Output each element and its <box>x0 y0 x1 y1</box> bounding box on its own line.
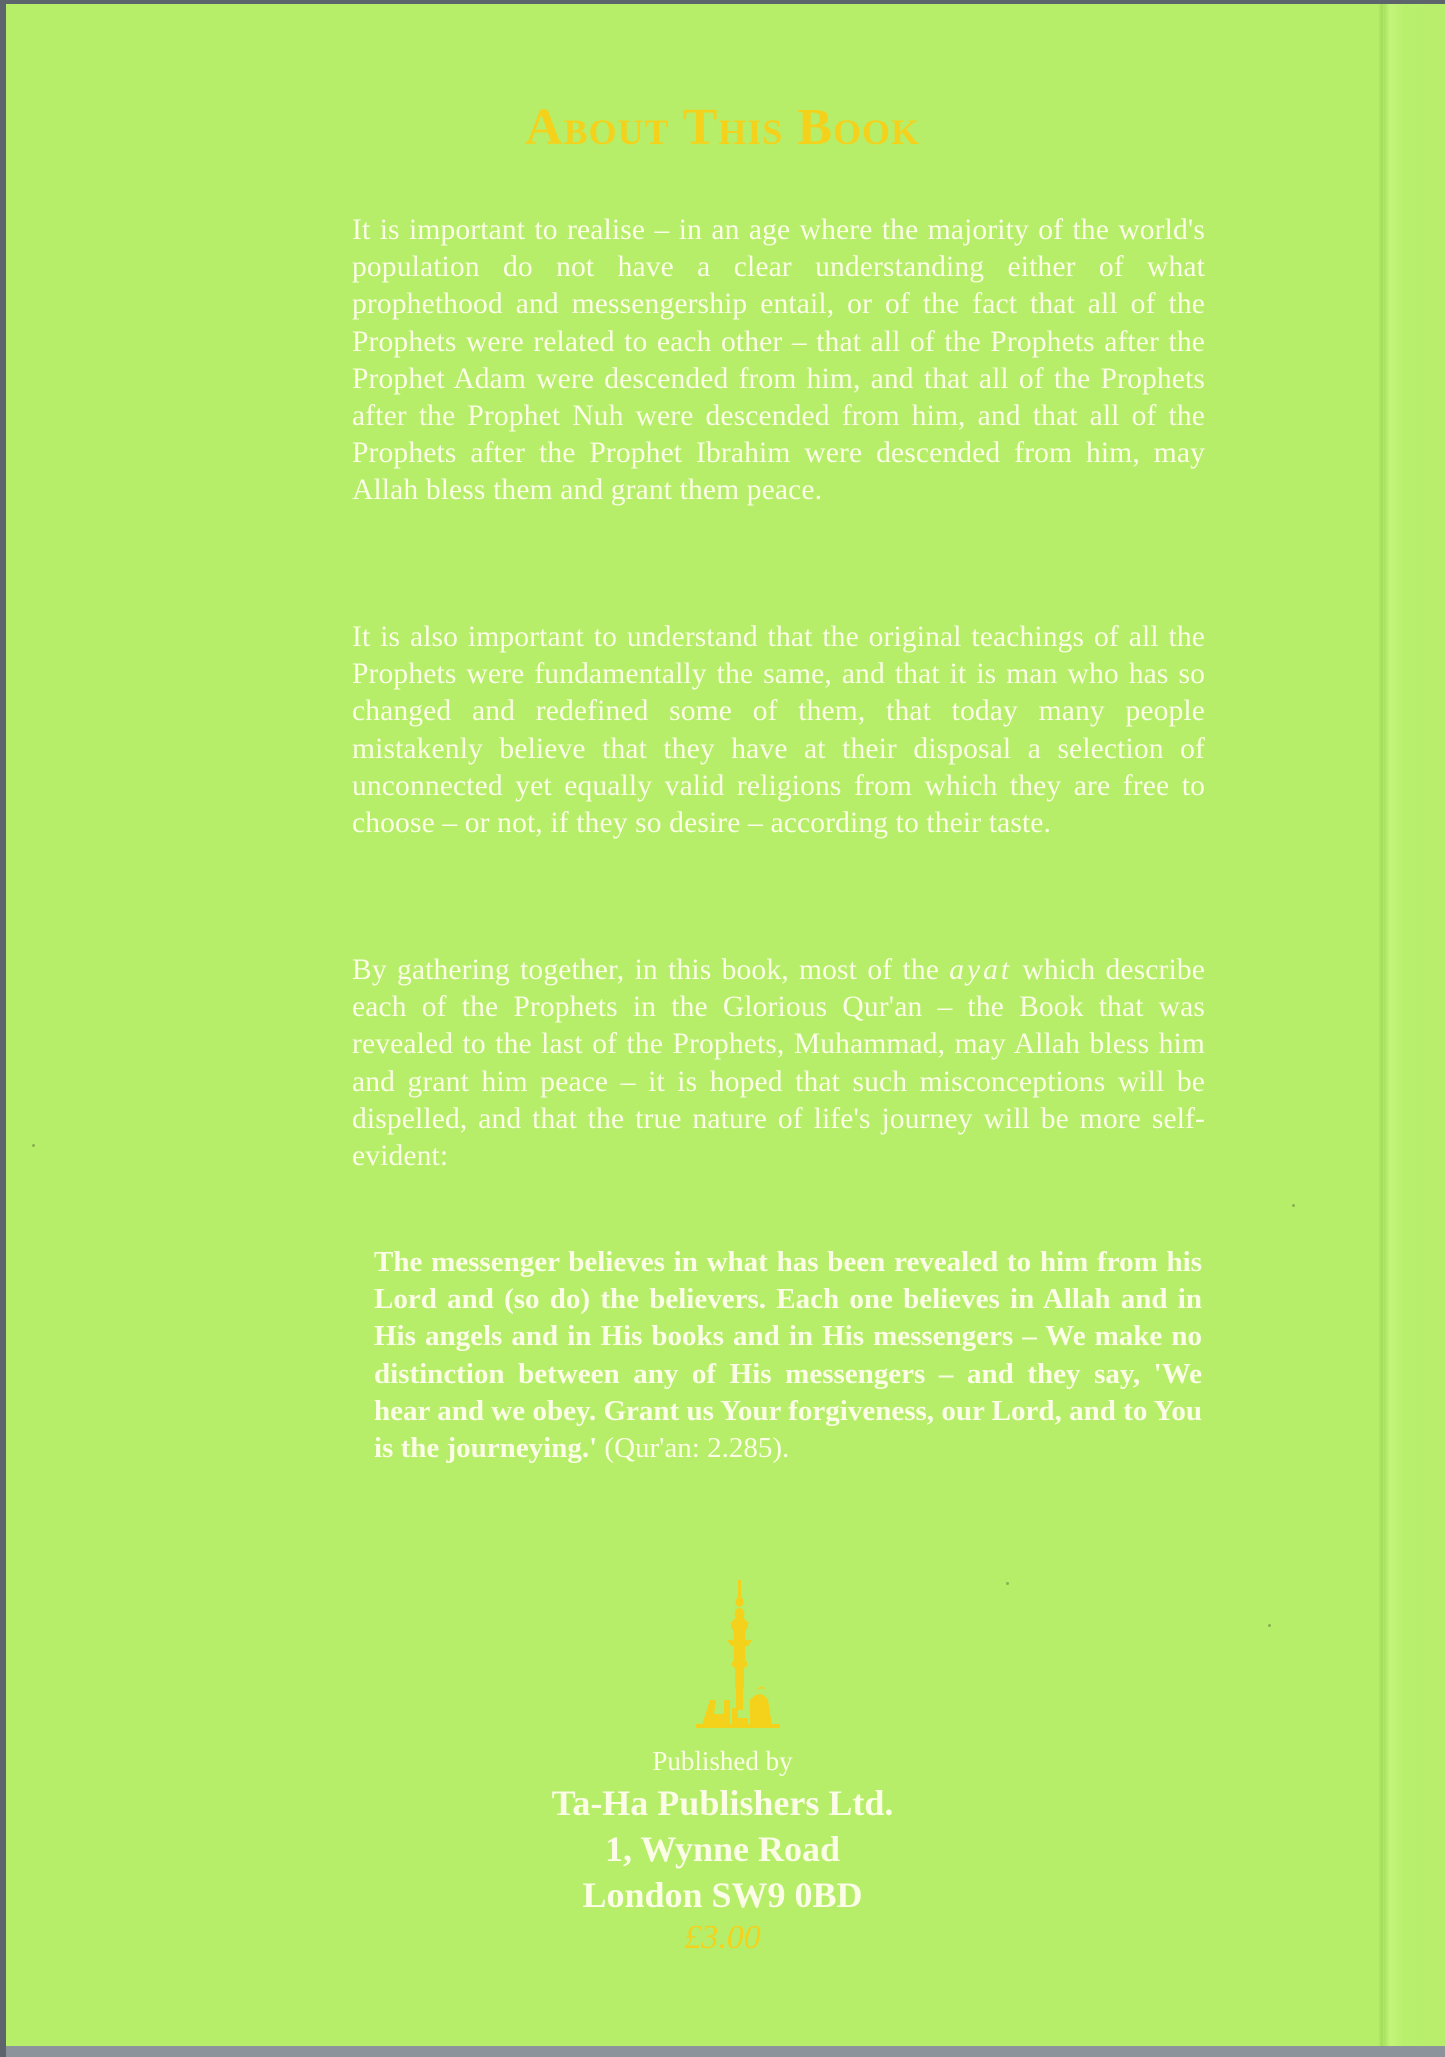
print-speck <box>1292 1204 1295 1207</box>
book-price: £3.00 <box>684 1919 761 1956</box>
print-speck <box>1268 1624 1271 1627</box>
cover-bottom-edge <box>6 2046 1445 2057</box>
quran-quotation <box>374 1244 1202 1467</box>
paragraph-3-start: By gathering together, in this book, most of the <box>352 954 950 986</box>
print-speck <box>32 1144 35 1147</box>
print-speck <box>1006 1582 1009 1585</box>
intro-paragraph-1: It is important to realise – in an age where the majority of the world's population do not have a clear understanding either of what prophethood and messengership entail, or of the fact that all of the Prophets were related to each other – that all of the Prophets after the Prophet Adam were descended from him, and that all of the Prophets after the Prophet Nuh were descended from him, and that all of the Prophets after the Prophet Ibrahim were descended from him, may Allah bless them and grant them peace. <box>352 214 1205 507</box>
book-spine <box>1384 4 1445 2048</box>
page-title: About This Book <box>524 99 921 156</box>
publisher-address-line-1: 1, Wynne Road <box>604 1829 841 1869</box>
publisher-address-line-2: London SW9 0BD <box>582 1875 863 1915</box>
intro-paragraph-2: It is also important to understand that the original teachings of all the Prophets were fundamentally the same, and that it is man who has so changed and redefined some of them, that today many people mistakenly believe that they have at their disposal a selection of unconnected yet equally valid religions from which they are free to choose – or not, if they so desire – according to their taste. <box>352 621 1205 840</box>
published-by-label: Published by <box>652 1746 793 1776</box>
mosque-minaret-logo-icon <box>690 1580 790 1730</box>
quotation-text: The messenger believes in what has been revealed to him from his Lord and (so do) the believers. Each one believes in Allah and in His angels and in His books and in His messengers – We make no distinction between any of His messengers – and they say, 'We hear and we obey. Grant us Your forgiveness, our Lord, and to You is the journeying.' <box>374 1246 1202 1465</box>
publisher-name: Ta-Ha Publishers Ltd. <box>551 1783 894 1823</box>
ayat-term: ayat <box>949 954 1013 986</box>
paragraph-3-end: which describe each of the Prophets in the Glorious Qur'an – the Book that was revealed to the last of the Prophets, Muhammad, may Allah bless him and grant him peace – it is hoped that such misconceptions will be dispelled, and that the true nature of life's journey will be more self-evident: <box>352 954 1205 1173</box>
intro-paragraph-3 <box>352 952 1205 1175</box>
quotation-reference: (Qur'an: 2.285). <box>597 1432 790 1465</box>
